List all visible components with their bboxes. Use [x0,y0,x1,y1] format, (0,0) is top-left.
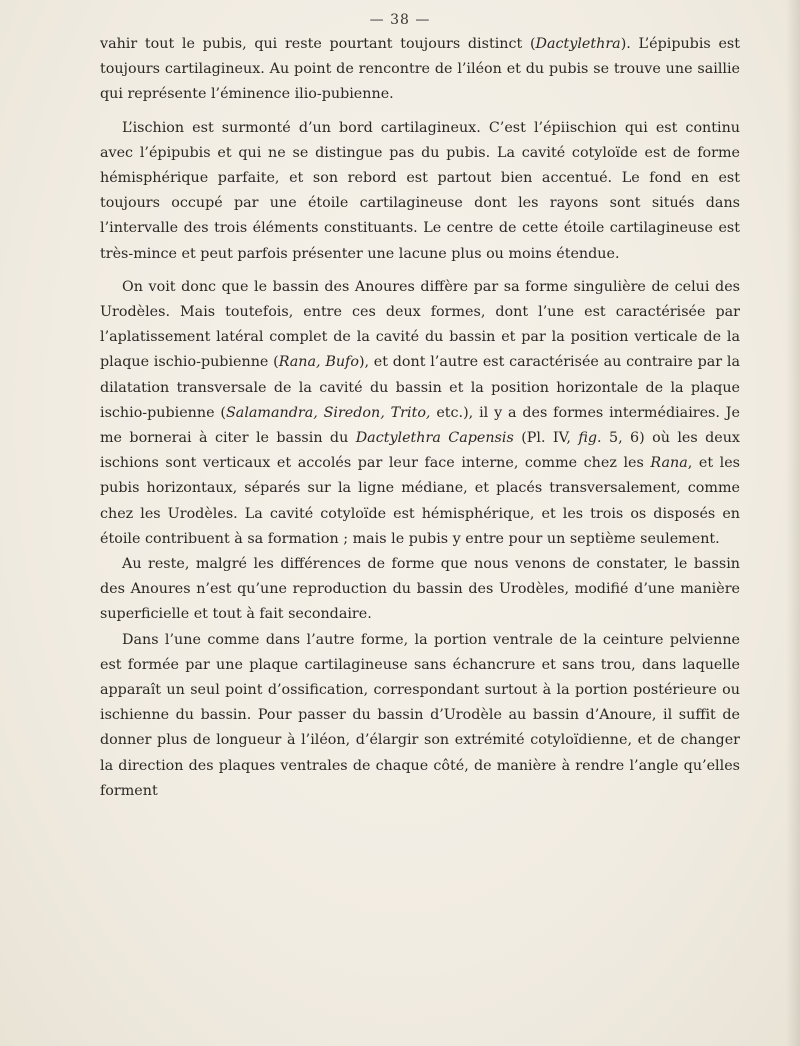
paragraph-1 [100,32,740,108]
italic-term: Rana, Bufo [278,354,359,371]
italic-term: Salamandra, Siredon, Trito, [226,404,431,421]
text-run: (Pl. IV, [513,430,579,447]
text-run: Dans l’une comme dans l’autre forme, la portion ventrale de la ceinture pelvienne est formée par une plaque cartilagineuse sans échancrure et sans trou, dans laquelle apparaît un seul point d’ossification, correspondant surtout à la portion postérieure ou ischienne du bassin. Pour passer du bassin d’Urodèle au bassin d’Anoure, il suffit de donner plus de longueur à l’iléon, d’élargir son extrémité cotyloïdienne, et de changer la direction des plaques ventrales de chaque côté, de manière à rendre l’angle qu’elles forment [100,631,740,799]
paragraph-3 [100,275,740,552]
body-text [100,32,740,812]
paragraph-2 [100,116,740,267]
text-run: L’ischion est surmonté d’un bord cartilagineux. C’est l’épiischion qui est continu avec l’épipubis et qui ne se distingue pas du pubis. La cavité cotyloïde est de forme hémisphérique parfaite, et son rebord est partout bien accentué. Le fond en est toujours occupé par une étoile cartilagineuse dont les rayons sont situés dans l’intervalle des trois éléments constituants. Le centre de cette étoile cartilagineuse est très-mince et peut parfois présenter une lacune plus ou moins étendue. [100,119,740,262]
text-run: etc.), il y a des formes intermédiaires. Je me bornerai à citer le bassin du [100,404,740,447]
italic-term: Rana [650,455,688,472]
text-run: vahir tout le pubis, qui reste pourtant toujours distinct ( [100,36,536,52]
italic-term: Dactylethra [535,36,621,52]
paragraph-4 [100,552,740,628]
italic-term: Dactylethra Capensis [355,430,514,447]
text-run: On voit donc que le bassin des Anoures diffère par sa forme singulière de celui des Urodèles. Mais toutefois, entre ces deux formes, dont l’une est caractérisée par l’aplatissement latéral complet de la cavité du bassin et par la position verticale de la plaque ischio-pubienne ( [100,278,740,371]
text-run: . 5, 6) où les deux ischions sont verticaux et accolés par leur face interne, comme chez les [100,430,740,472]
page-edge-shadow [786,0,800,1046]
text-run: , et les pubis horizontaux, séparés sur la ligne médiane, et placés transversalement, comme chez les Urodèles. La cavité cotyloïde est hémisphérique, et les trois os disposés en étoile contribuent à sa formation ; mais le pubis y entre pour un septième seulement. [100,455,740,547]
text-run: ). L’épipubis est toujours cartilagineux. Au point de rencontre de l’iléon et du pubis se trouve une saillie qui représente l’éminence ilio-pubienne. [100,36,740,103]
page-number: — 38 — [369,12,431,28]
italic-term: fig [578,430,598,447]
text-run: ), et dont l’autre est caractérisée au contraire par la dilatation transversale de la cavité du bassin et la position horizontale de la plaque ischio-pubienne ( [100,354,740,421]
paragraph-5 [100,628,740,804]
text-run: Au reste, malgré les différences de forme que nous venons de constater, le bassin des Anoures n’est qu’une reproduction du bassin des Urodèles, modifié d’une manière superficielle et tout à fait secondaire. [100,556,740,623]
